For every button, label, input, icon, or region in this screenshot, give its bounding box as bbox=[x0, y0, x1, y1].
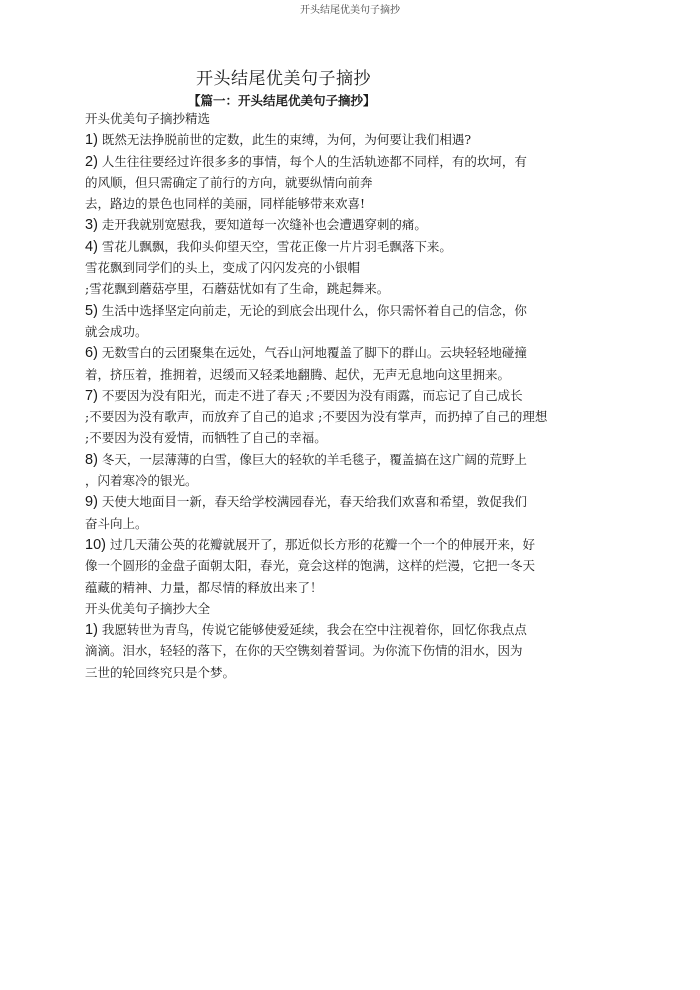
line-text: 既然无法挣脱前世的定数，此生的束缚，为何，为何要让我们相遇? bbox=[101, 132, 472, 148]
text-line bbox=[85, 342, 575, 363]
line-text: 就会成功。 bbox=[85, 323, 148, 339]
text-line bbox=[85, 385, 575, 406]
item-number: 8) bbox=[85, 451, 98, 468]
line-text: 像一个圆形的金盘子面朝太阳，春光，竟会这样的饱满，这样的烂漫，它把一冬天 bbox=[85, 558, 536, 574]
line-text: 去，路边的景色也同样的美丽，同样能够带来欢喜! bbox=[85, 196, 366, 212]
text-line bbox=[85, 491, 575, 512]
text-line bbox=[85, 577, 575, 598]
item-number: 6) bbox=[85, 345, 98, 362]
text-line bbox=[85, 172, 575, 193]
item-number: 1) bbox=[85, 132, 98, 149]
line-text: 滴滴。泪水，轻轻的落下，在你的天空镌刻着誓词。为你流下伤情的泪水，因为 bbox=[85, 643, 523, 659]
line-text: 三世的轮回终究只是个梦。 bbox=[85, 664, 236, 680]
line-text: ，闪着寒冷的银光。 bbox=[85, 473, 198, 489]
item-number: 7) bbox=[85, 387, 98, 404]
line-text: 冬天，一层薄薄的白雪，像巨大的轻软的羊毛毯子，覆盖搞在这广阔的荒野上 bbox=[101, 451, 527, 467]
line-text: 雪花儿飘飘，我仰头仰望天空，雪花正像一片片羽毛飘落下来。 bbox=[101, 238, 452, 254]
text-line bbox=[85, 406, 575, 427]
line-text: 人生往往要经过许很多多的事情，每个人的生活轨迹都不同样，有的坎坷，有 bbox=[101, 153, 527, 169]
text-line bbox=[85, 214, 575, 235]
item-number: 1) bbox=[85, 622, 98, 639]
line-text: 无数雪白的云团聚集在远处，气吞山河地覆盖了脚下的群山。云块轻轻地碰撞 bbox=[101, 345, 527, 361]
text-line bbox=[85, 640, 575, 661]
page-header: 开头结尾优美句子摘抄 bbox=[300, 5, 400, 16]
document-body bbox=[85, 108, 575, 683]
item-number: 2) bbox=[85, 153, 98, 170]
line-text: 的风顺，但只需确定了前行的方向，就要纵情向前奔 bbox=[85, 174, 373, 190]
section-heading: 【篇一：开头结尾优美句子摘抄】 bbox=[188, 93, 376, 108]
line-text: 蕴藏的精神、力量，都尽情的释放出来了！ bbox=[85, 579, 323, 595]
line-text: ;不要因为没有爱情，而牺牲了自己的幸福。 bbox=[85, 430, 327, 446]
text-line bbox=[85, 321, 575, 342]
line-text: 过几天蒲公英的花瓣就展开了，那近似长方形的花瓣一个一个的伸展开来，好 bbox=[109, 536, 535, 552]
item-number: 9) bbox=[85, 494, 98, 511]
item-number: 5) bbox=[85, 302, 98, 319]
item-number: 10) bbox=[85, 536, 106, 553]
line-text: 不要因为没有阳光，而走不进了春天 ;不要因为没有雨露，而忘记了自己成长 bbox=[101, 387, 523, 403]
line-text: ;雪花飘到蘑菇亭里，石蘑菇忧如有了生命，跳起舞来。 bbox=[85, 281, 390, 297]
line-text: 走开我就别宽慰我，要知道每一次缝补也会遭遇穿刺的痛。 bbox=[101, 217, 427, 233]
text-line bbox=[85, 534, 575, 555]
line-text: 我愿转世为青鸟，传说它能够使爱延续，我会在空中注视着你，回忆你我点点 bbox=[101, 622, 527, 638]
text-line bbox=[85, 193, 575, 214]
line-text: 开头优美句子摘抄精选 bbox=[85, 111, 211, 126]
document-title: 开头结尾优美句子摘抄 bbox=[196, 69, 371, 89]
text-line bbox=[85, 300, 575, 321]
text-line bbox=[85, 278, 575, 299]
text-line bbox=[85, 470, 575, 491]
text-line bbox=[85, 364, 575, 385]
text-line bbox=[85, 449, 575, 470]
line-text: 雪花飘到同学们的头上，变成了闪闪发亮的小银帽 bbox=[85, 260, 361, 276]
text-line bbox=[85, 555, 575, 576]
text-line bbox=[85, 108, 575, 129]
text-line bbox=[85, 257, 575, 278]
text-line bbox=[85, 598, 575, 619]
text-line bbox=[85, 151, 575, 172]
text-line bbox=[85, 236, 575, 257]
line-text: 奋斗向上。 bbox=[85, 515, 148, 531]
text-line bbox=[85, 619, 575, 640]
text-line bbox=[85, 427, 575, 448]
line-text: 天使大地面目一新，春天给学校满园春光，春天给我们欢喜和希望，敦促我们 bbox=[101, 494, 527, 510]
line-text: 开头优美句子摘抄大全 bbox=[85, 600, 211, 616]
line-text: 生活中选择坚定向前走，无论的到底会出现什么，你只需怀着自己的信念，你 bbox=[101, 302, 527, 318]
line-text: 着，挤压着，推拥着，迟缓而又轻柔地翻腾、起伏，无声无息地向这里拥来。 bbox=[85, 366, 511, 382]
text-line bbox=[85, 662, 575, 683]
text-line bbox=[85, 513, 575, 534]
item-number: 4) bbox=[85, 238, 98, 255]
text-line bbox=[85, 129, 575, 150]
item-number: 3) bbox=[85, 217, 98, 234]
line-text: ;不要因为没有歌声，而放弃了自己的追求 ;不要因为没有掌声，而扔掉了自己的理想 bbox=[85, 409, 548, 425]
